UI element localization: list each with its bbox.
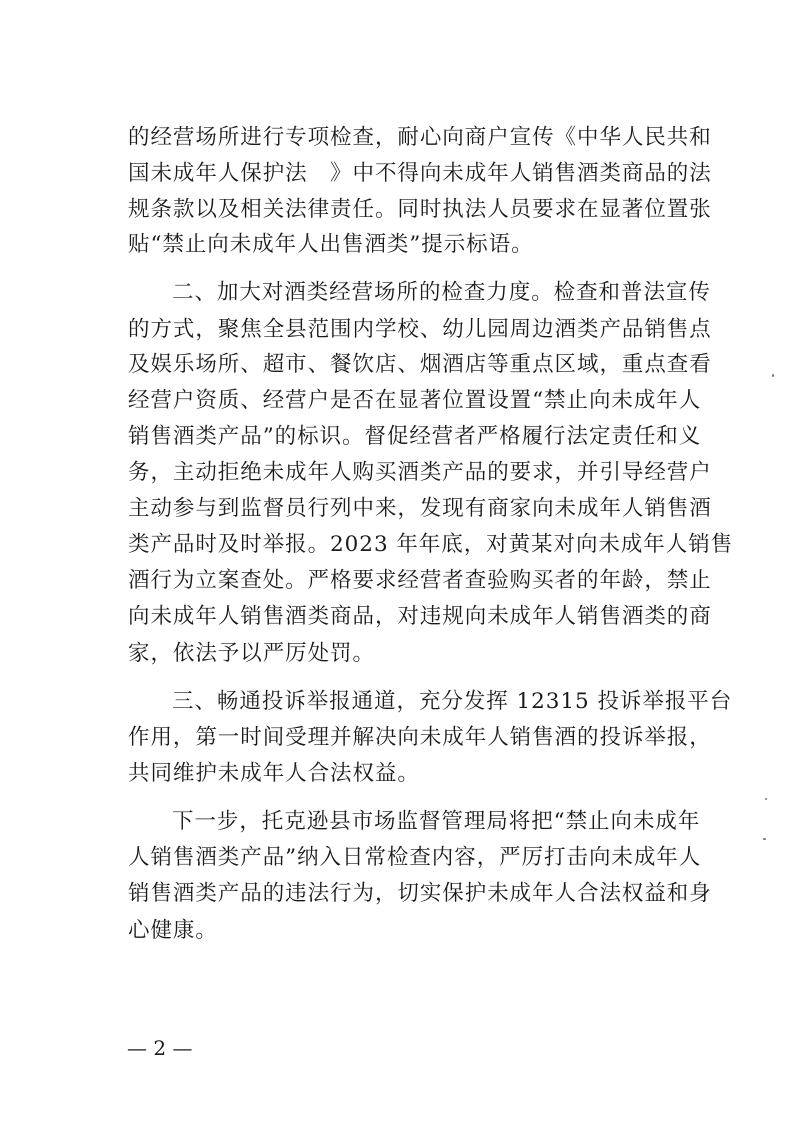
text-line: 下一步，托克逊县市场监督管理局将把“禁止向未成年 — [172, 809, 701, 834]
page-number: — 2 — — [127, 1036, 193, 1060]
text-line: 二、加大对酒类经营场所的检查力度。检查和普法宣传 — [172, 280, 711, 305]
text-line: 三、畅通投诉举报通道，充分发挥 12315 投诉举报平台 — [172, 689, 733, 714]
text-line: 心健康。 — [128, 918, 218, 943]
text-line: 人销售酒类产品”纳入日常检查内容，严厉打击向未成年人 — [128, 845, 702, 870]
text-line: 的方式，聚焦全县范围内学校、幼儿园周边酒类产品销售点 — [128, 317, 712, 342]
text-line: 类产品时及时举报。2023 年年底，对黄某对向未成年人销售 — [128, 532, 734, 557]
scan-speck — [763, 838, 766, 840]
text-line: 的经营场所进行专项检查，耐心向商户宣传《中华人民共和 — [128, 125, 712, 150]
text-line: 及娱乐场所、超市、餐饮店、烟酒店等重点区域，重点查看 — [128, 352, 712, 377]
scan-speck — [772, 374, 774, 377]
text-line: 向未成年人销售酒类商品，对违规向未成年人销售酒类的商 — [128, 604, 712, 629]
text-line: 经营户资质、经营户是否在显著位置设置“禁止向未成年人 — [128, 388, 702, 413]
text-line: 销售酒类产品”的标识。督促经营者严格履行法定责任和义 — [128, 424, 702, 449]
text-line: 销售酒类产品的违法行为，切实保护未成年人合法权益和身 — [128, 881, 712, 906]
text-line: 国未成年人保护法 》中不得向未成年人销售酒类商品的法 — [128, 161, 712, 186]
text-line: 作用，第一时间受理并解决向未成年人销售酒的投诉举报， — [128, 725, 712, 750]
text-line: 家，依法予以严厉处罚。 — [128, 641, 375, 666]
text-line: 规条款以及相关法律责任。同时执法人员要求在显著位置张 — [128, 197, 712, 222]
text-line: 共同维护未成年人合法权益。 — [128, 761, 420, 786]
text-line: 贴“禁止向未成年人出售酒类”提示标语。 — [128, 232, 534, 257]
text-line: 务，主动拒绝未成年人购买酒类产品的要求，并引导经营户 — [128, 460, 712, 485]
text-line: 主动参与到监督员行列中来，发现有商家向未成年人销售酒 — [128, 496, 712, 521]
text-line: 酒行为立案查处。严格要求经营者查验购买者的年龄，禁止 — [128, 568, 712, 593]
scan-speck — [765, 798, 767, 800]
